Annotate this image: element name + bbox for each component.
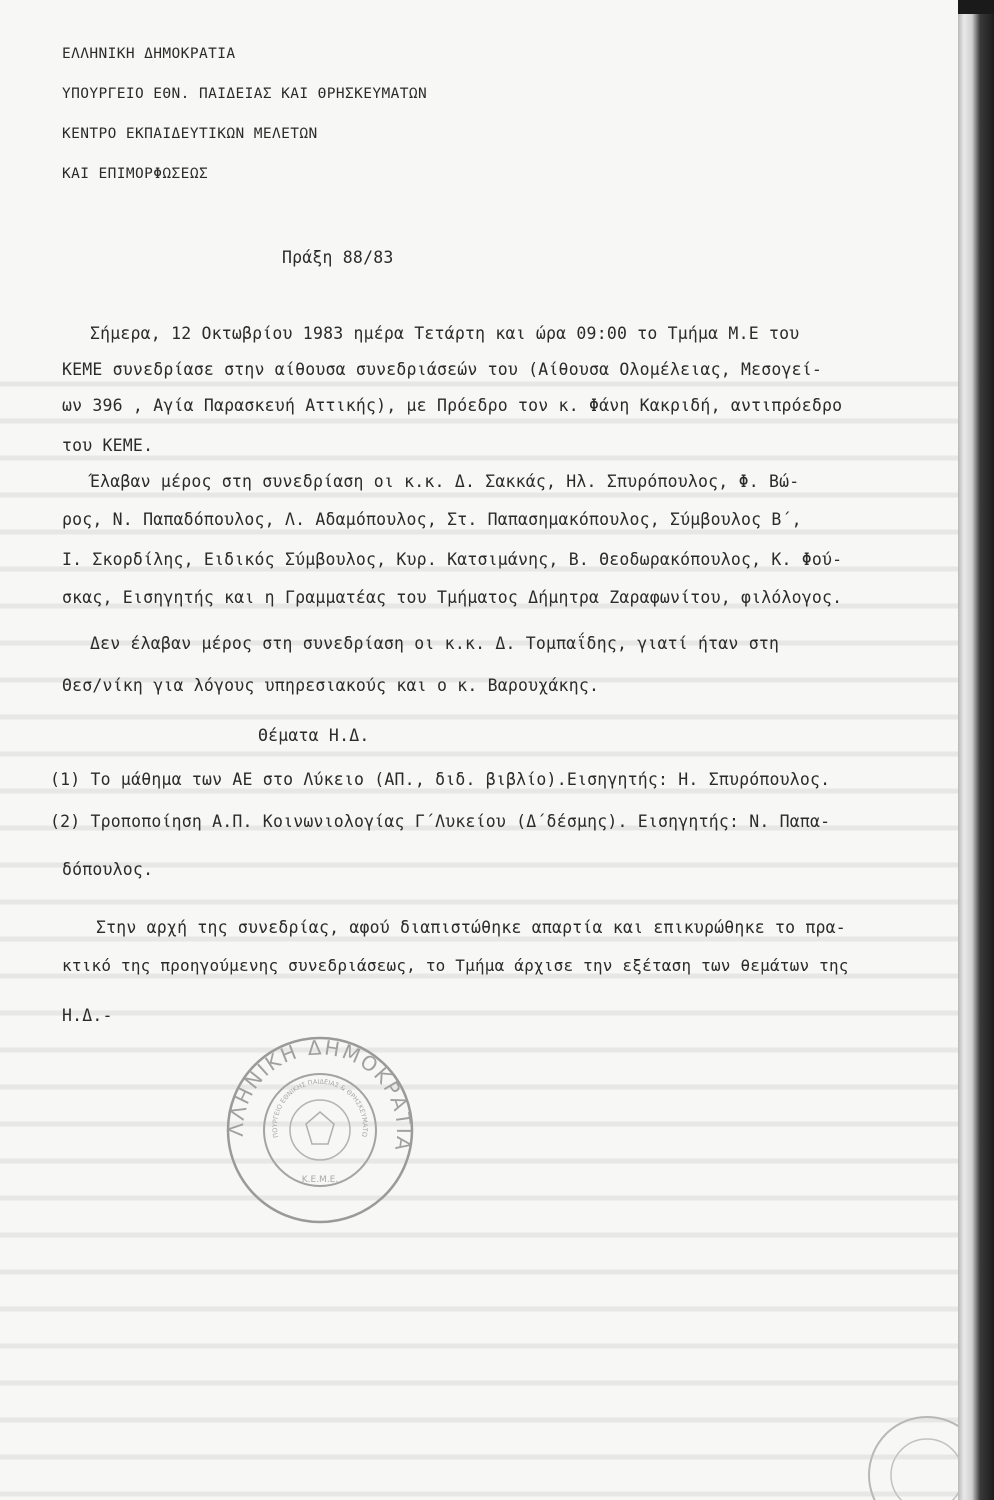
body-line-16: κτικό της προηγούμενης συνεδριάσεως, το Τμήμα άρχισε την εξέταση των θεμάτων της (62, 956, 849, 975)
svg-text:ΥΠΟΥΡΓΕΙΟ ΕΘΝΙΚΗΣ ΠΑΙΔΕΙΑΣ & Θ: ΠΟΥΡΓΕΙΟ ΕΘΝΙΚΗΣ ΠΑΙΔΕΙΑΣ & ΘΡΗΣΚΕΥΜΑΤΩ (270, 1077, 370, 1139)
header-line-3: ΚΕΝΤΡΟ ΕΚΠΑΙΔΕΥΤΙΚΩΝ ΜΕΛΕΤΩΝ (62, 126, 318, 142)
svg-text:ΕΛΛΗΝΙΚΗ ΔΗΜΟΚΡΑΤΙΑ: ΛΛΗΝΙΚΗ ΔΗΜΟΚΡΑΤΙΑ (223, 1035, 417, 1155)
body-line-3: ων 396 , Αγία Παρασκευή Αττικής), με Πρόεδρο τον κ. Φάνη Κακριδή, αντιπρόεδρο (62, 396, 843, 415)
body-line-6: ρος, Ν. Παπαδόπουλος, Λ. Αδαμόπουλος, Στ. Παπασημακόπουλος, Σύμβουλος Β΄, (62, 510, 802, 529)
body-line-4: του ΚΕΜΕ. (62, 436, 154, 455)
header-line-2: ΥΠΟΥΡΓΕΙΟ ΕΘΝ. ΠΑΙΔΕΙΑΣ ΚΑΙ ΘΡΗΣΚΕΥΜΑΤΩΝ (62, 86, 428, 102)
body-line-17: Η.Δ.- (62, 1006, 113, 1025)
body-line-5: Έλαβαν μέρος στη συνεδρίαση οι κ.κ. Δ. Σακκάς, Ηλ. Σπυρόπουλος, Φ. Βώ- (90, 472, 800, 491)
official-seal-stamp (222, 1032, 418, 1228)
body-line-15: Στην αρχή της συνεδρίας, αφού διαπιστώθηκε απαρτία και επικυρώθηκε το πρα- (96, 918, 846, 937)
body-line-10: Θεσ/νίκη για λόγους υπηρεσιακούς και ο κ. Βαρουχάκης. (62, 676, 600, 695)
header-line-1: ΕΛΛΗΝΙΚΗ ΔΗΜΟΚΡΑΤΙΑ (62, 46, 236, 62)
agenda-item-1: (1) Το μάθημα των ΑΕ στο Λύκειο (ΑΠ., διδ. βιβλίο).Εισηγητής: Η. Σπυρόπουλος. (50, 770, 831, 789)
body-line-9: Δεν έλαβαν μέρος στη συνεδρίαση οι κ.κ. Δ. Τομπαΐδης, γιατί ήταν στη (90, 634, 780, 653)
agenda-heading: Θέματα Η.Δ. (258, 726, 370, 745)
partial-seal-stamp (862, 1410, 958, 1500)
agenda-item-2-cont: δόπουλος. (62, 860, 154, 879)
document-title: Πράξη 88/83 (282, 248, 394, 267)
body-line-7: Ι. Σκορδίλης, Ειδικός Σύμβουλος, Κυρ. Κατσιμάνης, Β. Θεοδωρακόπουλος, Κ. Φού- (62, 550, 843, 569)
body-line-2: ΚΕΜΕ συνεδρίασε στην αίθουσα συνεδριάσεών του (Αίθουσα Ολομέλειας, Μεσογεί- (62, 360, 823, 379)
book-binding-edge (958, 0, 994, 1500)
body-line-8: σκας, Εισηγητής και η Γραμματέας του Τμήματος Δήμητρα Ζαραφωνίτου, φιλόλογος. (62, 588, 843, 607)
header-line-4: ΚΑΙ ΕΠΙΜΟΡΦΩΣΕΩΣ (62, 166, 209, 182)
binding-corner (958, 0, 994, 14)
agenda-item-2: (2) Τροποποίηση Α.Π. Κοινωνιολογίας Γ΄Λυκείου (Δ΄δέσμης). Εισηγητής: Ν. Παπα- (50, 812, 831, 831)
svg-text:Κ.Ε.Μ.Ε.: Κ.Ε.Μ.Ε. (301, 1175, 339, 1185)
body-line-1: Σήμερα, 12 Οκτωβρίου 1983 ημέρα Τετάρτη και ώρα 09:00 το Τμήμα Μ.Ε του (90, 324, 800, 343)
